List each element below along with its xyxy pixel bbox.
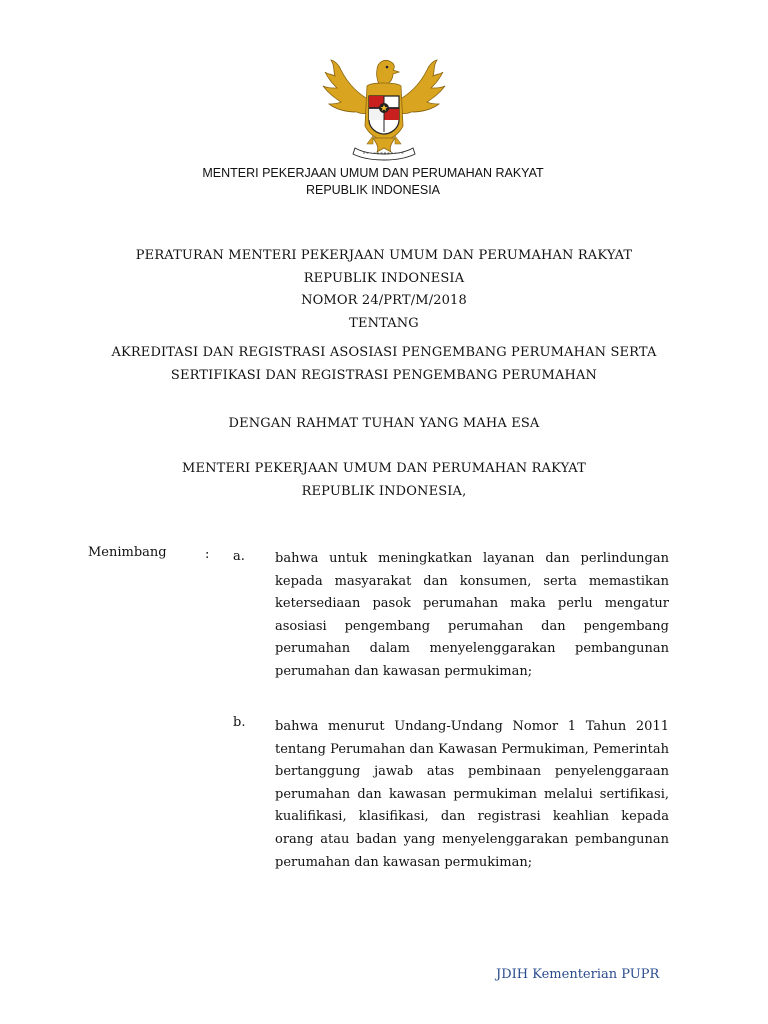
considerations-label: Menimbang [88, 545, 167, 560]
regulation-subject [0, 342, 768, 387]
garuda-emblem-svg [321, 56, 447, 162]
subject-line-2: SERTIFIKASI DAN REGISTRASI PENGEMBANG PERUMAHAN [170, 367, 598, 383]
minister-line-1: MENTERI PEKERJAAN UMUM DAN PERUMAHAN RAKYAT [182, 461, 586, 476]
regulation-title [0, 245, 768, 335]
title-line-2: REPUBLIK INDONESIA [303, 270, 465, 286]
consideration-b-letter: b. [233, 715, 246, 730]
title-line-3: NOMOR 24/PRT/M/2018 [301, 293, 467, 308]
preamble: DENGAN RAHMAT TUHAN YANG MAHA ESA [228, 416, 540, 431]
garuda-emblem-icon [321, 56, 447, 162]
considerations-colon: : [205, 547, 210, 562]
footer-source: JDIH Kementerian PUPR [496, 967, 660, 982]
issuer-header [0, 165, 768, 199]
issuer-line-1: MENTERI PEKERJAAN UMUM DAN PERUMAHAN RAKYAT [202, 166, 544, 180]
minister-line-2: REPUBLIK INDONESIA, [301, 483, 467, 499]
title-line-4: TENTANG [349, 315, 419, 331]
title-line-1: PERATURAN MENTERI PEKERJAAN UMUM DAN PERUMAHAN RAKYAT [135, 248, 633, 263]
minister-heading [0, 458, 768, 503]
subject-line-1: AKREDITASI DAN REGISTRASI ASOSIASI PENGEMBANG PERUMAHAN SERTA [111, 345, 657, 360]
consideration-a-letter: a. [233, 549, 245, 564]
consideration-b-text: bahwa menurut Undang-Undang Nomor 1 Tahun 2011 tentang Perumahan dan Kawasan Permukiman, Pemerintah bertanggung jawab atas pembinaan penyelenggaraan perumahan dan kawasan permukiman melalui sertifikasi, kualifikasi, klasifikasi, dan registrasi keahlian kepada orang atau badan yang menyelenggarakan pembangunan perumahan dan kawasan permukiman; [275, 719, 669, 870]
issuer-line-2: REPUBLIK INDONESIA [305, 183, 441, 197]
consideration-a-text: bahwa untuk meningkatkan layanan dan perlindungan kepada masyarakat dan konsumen, serta memastikan ketersediaan pasok perumahan maka perlu mengatur asosiasi pengembang perumahan dan pengembang perumahan dalam menyelenggarakan pembangunan perumahan dan kawasan permukiman; [275, 551, 669, 679]
